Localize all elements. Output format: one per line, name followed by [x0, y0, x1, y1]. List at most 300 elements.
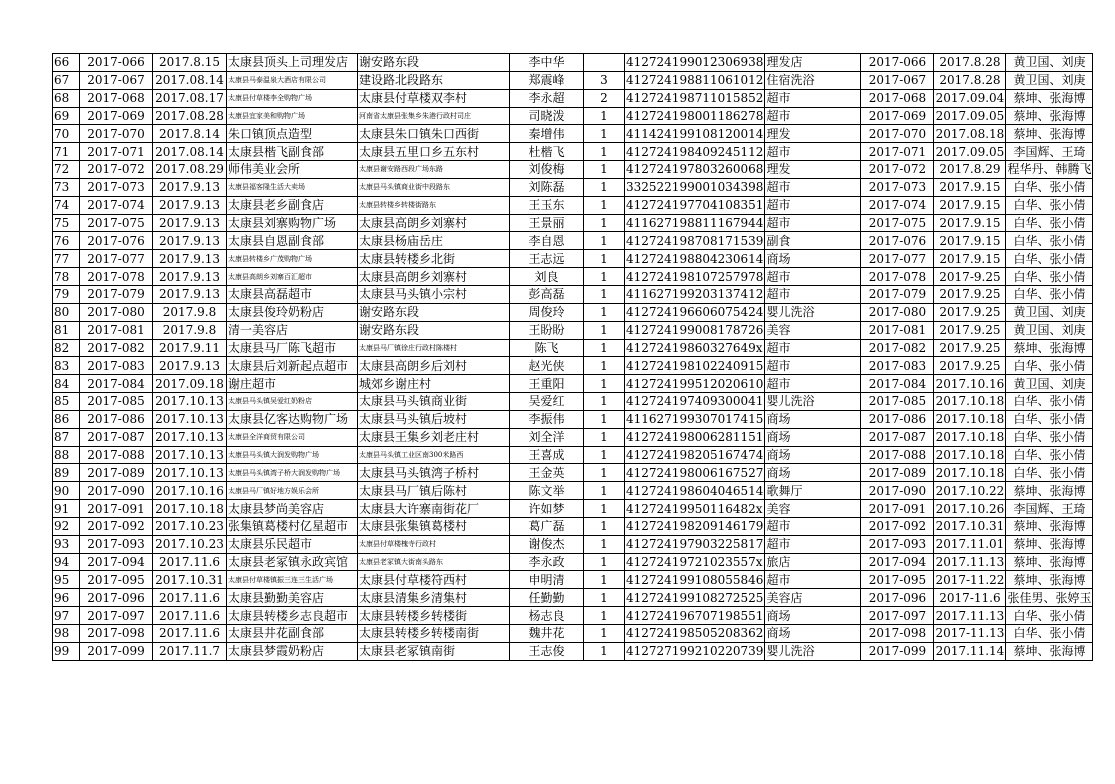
- business-name-cell: 太康县井花副食部: [227, 625, 358, 643]
- owner-name-cell: 司晓泼: [510, 107, 584, 125]
- inspectors-cell: 白华、张小倩: [1006, 250, 1093, 268]
- row-number-cell: 76: [53, 232, 80, 250]
- address-cell: 太康县张集镇葛楼村: [358, 517, 510, 535]
- business-type-cell: 商场: [765, 464, 861, 482]
- count-cell: 1: [584, 571, 625, 589]
- id-number-cell: 412724198001186278: [626, 108, 764, 123]
- count-cell: [584, 54, 625, 72]
- id-number-cell: 412724197704108351: [626, 198, 764, 213]
- owner-name-cell: 任勤勤: [510, 589, 584, 607]
- business-name-cell: 太康县马头镇吴爱红奶粉店: [227, 393, 358, 411]
- business-name-cell: 张集镇葛楼村亿星超市: [227, 517, 358, 535]
- record-number-cell: 2017-097: [861, 607, 934, 625]
- table-row: [53, 161, 1093, 179]
- id-number-cell: 41272419950116482x: [625, 500, 765, 518]
- permit-number-cell: 2017-076: [80, 232, 153, 250]
- id-number-cell: 411627199307017415: [626, 412, 764, 427]
- row-number-cell: 67: [53, 71, 80, 89]
- inspectors-cell: 蔡坤、张海博: [1006, 107, 1093, 125]
- table-row: [53, 89, 1093, 107]
- address-cell: 太康县五里口乡五东村: [358, 143, 510, 161]
- issue-date-cell: 2017.11.7: [153, 642, 227, 660]
- business-name-cell: 太康县马头镇大润发购物广场: [227, 446, 358, 464]
- record-number-cell: 2017-066: [861, 54, 934, 72]
- inspectors-cell: 白华、张小倩: [1006, 446, 1093, 464]
- record-number-cell: 2017-087: [861, 428, 934, 446]
- permit-number-cell: 2017-066: [80, 54, 153, 72]
- inspectors-cell: 程华丹、韩腾飞: [1007, 162, 1092, 177]
- count-cell: 1: [584, 303, 625, 321]
- business-name-cell: 太康县刘寨购物广场: [227, 214, 358, 232]
- permit-number-cell: 2017-077: [80, 250, 153, 268]
- address-cell: 太康县高朗乡后刘村: [358, 357, 510, 375]
- id-number-cell: 412724198505208362: [626, 626, 764, 641]
- inspection-date-cell: 2017.8.28: [934, 54, 1006, 72]
- record-number-cell: 2017-076: [861, 232, 934, 250]
- id-number-cell: 412724198006167527: [626, 465, 764, 480]
- address-cell: 太康县清集乡清集村: [358, 589, 510, 607]
- table-row: [53, 71, 1093, 89]
- permit-number-cell: 2017-083: [80, 357, 153, 375]
- address-cell: 太康县转楼乡转楼街: [358, 607, 510, 625]
- address-cell: 谢安路东段: [358, 303, 510, 321]
- inspectors-cell: 白华、张小倩: [1006, 178, 1093, 196]
- inspection-date-cell: 2017.10.26: [935, 501, 1005, 516]
- permit-number-cell: 2017-096: [80, 589, 153, 607]
- record-number-cell: 2017-075: [861, 214, 934, 232]
- issue-date-cell: 2017.9.11: [153, 339, 227, 357]
- id-number-cell: 412724197409300041: [626, 394, 764, 409]
- permit-number-cell: 2017-074: [80, 196, 153, 214]
- count-cell: 1: [584, 393, 625, 411]
- business-name-cell: 太康县梦霞奶粉店: [227, 642, 358, 660]
- issue-date-cell: 2017.11.6: [153, 589, 227, 607]
- id-number-cell: 412724196606075424: [626, 305, 764, 320]
- table-row: [53, 232, 1093, 250]
- record-number-cell: 2017-084: [861, 375, 934, 393]
- issue-date-cell: 2017.08.29: [153, 161, 227, 179]
- inspection-date-cell: 2017.10.31: [935, 519, 1005, 534]
- issue-date-cell: 2017.10.23: [153, 535, 227, 553]
- issue-date-cell: 2017.08.14: [153, 143, 227, 161]
- business-type-cell: 理发: [765, 125, 861, 143]
- inspectors-cell: 白华、张小倩: [1006, 268, 1093, 286]
- count-cell: 1: [584, 214, 625, 232]
- record-number-cell: 2017-091: [861, 500, 934, 518]
- inspectors-cell: 白华、张小倩: [1006, 196, 1093, 214]
- count-cell: 1: [584, 321, 625, 339]
- record-number-cell: 2017-098: [861, 625, 934, 643]
- business-type-cell: 超市: [765, 268, 861, 286]
- address-cell: 太康县马头镇小宗村: [358, 285, 510, 303]
- count-cell: 1: [584, 285, 625, 303]
- issue-date-cell: 2017.9.8: [153, 303, 227, 321]
- row-number-cell: 87: [53, 428, 80, 446]
- business-type-cell: 超市: [765, 571, 861, 589]
- record-number-cell: 2017-080: [861, 303, 934, 321]
- record-number-cell: 2017-085: [861, 393, 934, 411]
- issue-date-cell: 2017.9.13: [153, 178, 227, 196]
- count-cell: 1: [584, 268, 625, 286]
- count-cell: 1: [584, 589, 625, 607]
- row-number-cell: 94: [53, 553, 80, 571]
- issue-date-cell: 2017.9.13: [153, 285, 227, 303]
- permit-number-cell: 2017-080: [80, 303, 153, 321]
- inspectors-cell: 白华、张小倩: [1006, 410, 1093, 428]
- permit-number-cell: 2017-082: [80, 339, 153, 357]
- record-number-cell: 2017-073: [861, 178, 934, 196]
- table-row: [53, 214, 1093, 232]
- address-cell: 太康县马头镇工业区南300米路西: [358, 446, 510, 464]
- id-number-cell: 412724197903225817: [626, 537, 764, 552]
- inspection-date-cell: 2017.10.22: [935, 483, 1005, 498]
- business-name-cell: 清一美容店: [227, 321, 358, 339]
- row-number-cell: 84: [53, 375, 80, 393]
- record-number-cell: 2017-088: [861, 446, 934, 464]
- record-number-cell: 2017-096: [861, 589, 934, 607]
- business-type-cell: 理发店: [765, 54, 861, 72]
- owner-name-cell: 魏井花: [510, 625, 584, 643]
- business-name-cell: 太康县老乡副食店: [227, 196, 358, 214]
- count-cell: 1: [584, 357, 625, 375]
- row-number-cell: 89: [53, 464, 80, 482]
- record-number-cell: 2017-069: [861, 107, 934, 125]
- row-number-cell: 79: [53, 285, 80, 303]
- table-row: [53, 357, 1093, 375]
- count-cell: 1: [584, 143, 625, 161]
- count-cell: 1: [584, 250, 625, 268]
- business-type-cell: 副食: [765, 232, 861, 250]
- issue-date-cell: 2017.8.15: [153, 54, 227, 72]
- permit-number-cell: 2017-079: [80, 285, 153, 303]
- inspection-date-cell: 2017.9.25: [934, 303, 1006, 321]
- issue-date-cell: 2017.9.8: [153, 321, 227, 339]
- permit-number-cell: 2017-067: [80, 71, 153, 89]
- inspectors-cell: 蔡坤、张海博: [1006, 517, 1093, 535]
- table-row: [53, 285, 1093, 303]
- id-number-cell: 411627198811167944: [626, 216, 764, 231]
- row-number-cell: 72: [53, 161, 80, 179]
- inspectors-cell: 白华、张小倩: [1006, 625, 1093, 643]
- id-number-cell: 412724198804230614: [626, 251, 764, 266]
- row-number-cell: 74: [53, 196, 80, 214]
- business-name-cell: 太康县马厂镇好地方娱乐会所: [227, 482, 358, 500]
- address-cell: 太康县转楼乡北街: [358, 250, 510, 268]
- issue-date-cell: 2017.10.13: [153, 464, 227, 482]
- permit-number-cell: 2017-095: [80, 571, 153, 589]
- inspection-date-cell: 2017.9.25: [934, 285, 1006, 303]
- inspection-date-cell: 2017.10.18: [935, 430, 1005, 445]
- business-name-cell: 太康县高朗乡刘寨百汇超市: [227, 268, 358, 286]
- table-row: [53, 517, 1093, 535]
- inspectors-cell: 白华、张小倩: [1006, 214, 1093, 232]
- row-number-cell: 85: [53, 393, 80, 411]
- business-type-cell: 超市: [765, 517, 861, 535]
- table-row: [53, 607, 1093, 625]
- count-cell: 1: [584, 161, 625, 179]
- business-type-cell: 超市: [765, 339, 861, 357]
- inspection-date-cell: 2017.11.14: [935, 644, 1005, 659]
- row-number-cell: 81: [53, 321, 80, 339]
- inspection-date-cell: 2017-9.25: [934, 268, 1006, 286]
- table-row: [53, 107, 1093, 125]
- issue-date-cell: 2017.10.13: [153, 393, 227, 411]
- row-number-cell: 88: [53, 446, 80, 464]
- issue-date-cell: 2017.9.13: [153, 250, 227, 268]
- issue-date-cell: 2017.11.6: [153, 625, 227, 643]
- record-number-cell: 2017-089: [861, 464, 934, 482]
- record-number-cell: 2017-078: [861, 268, 934, 286]
- permit-number-cell: 2017-068: [80, 89, 153, 107]
- row-number-cell: 91: [53, 500, 80, 518]
- id-number-cell: 412724198006281151: [626, 430, 764, 445]
- inspectors-cell: 蔡坤、张海博: [1006, 642, 1093, 660]
- id-number-cell: 412724198409245112: [626, 144, 764, 159]
- business-type-cell: 商场: [765, 410, 861, 428]
- row-number-cell: 66: [53, 54, 80, 72]
- issue-date-cell: 2017.10.31: [153, 571, 227, 589]
- id-number-cell: 412724199108272525: [626, 590, 764, 605]
- business-name-cell: 师伟美业会所: [227, 161, 358, 179]
- business-name-cell: 太康县付草楼李全购物广场: [227, 89, 358, 107]
- owner-name-cell: 刘陈磊: [510, 178, 584, 196]
- record-number-cell: 2017-070: [861, 125, 934, 143]
- owner-name-cell: 李永政: [510, 553, 584, 571]
- permit-number-cell: 2017-089: [80, 464, 153, 482]
- issue-date-cell: 2017.9.13: [153, 357, 227, 375]
- id-number-cell: 412724198102240915: [626, 358, 764, 373]
- row-number-cell: 97: [53, 607, 80, 625]
- issue-date-cell: 2017.9.13: [153, 268, 227, 286]
- address-cell: 太康县王集乡刘老庄村: [358, 428, 510, 446]
- inspectors-cell: 蔡坤、张海博: [1006, 125, 1093, 143]
- issue-date-cell: 2017.10.18: [153, 500, 227, 518]
- inspection-date-cell: 2017.9.15: [934, 250, 1006, 268]
- business-name-cell: 太康县全洋商贸有限公司: [227, 428, 358, 446]
- record-number-cell: 2017-082: [861, 339, 934, 357]
- business-type-cell: 超市: [765, 178, 861, 196]
- id-number-cell: 412724198711015852: [626, 91, 764, 106]
- business-name-cell: 太康县自恩副食部: [227, 232, 358, 250]
- business-type-cell: 住宿洗浴: [765, 71, 861, 89]
- inspectors-cell: 李国辉、王琦: [1006, 143, 1093, 161]
- row-number-cell: 83: [53, 357, 80, 375]
- id-number-cell: 332522199001034398: [626, 180, 764, 195]
- owner-name-cell: 许如梦: [510, 500, 584, 518]
- id-number-cell: 412724199108055846: [626, 572, 764, 587]
- business-name-cell: 太康县老冢镇永政宾馆: [227, 553, 358, 571]
- record-number-cell: 2017-093: [861, 535, 934, 553]
- table-row: [53, 642, 1093, 660]
- table-row: [53, 625, 1093, 643]
- business-type-cell: 商场: [765, 428, 861, 446]
- inspectors-cell: 白华、张小倩: [1006, 464, 1093, 482]
- record-number-cell: 2017-077: [861, 250, 934, 268]
- count-cell: 1: [584, 375, 625, 393]
- owner-name-cell: 申明清: [510, 571, 584, 589]
- business-type-cell: 歌舞厅: [765, 482, 861, 500]
- owner-name-cell: 王盼盼: [510, 321, 584, 339]
- inspectors-cell: 黄卫国、刘庚: [1006, 303, 1093, 321]
- business-name-cell: 太康县后刘新起点超市: [227, 357, 358, 375]
- issue-date-cell: 2017.10.13: [153, 446, 227, 464]
- business-type-cell: 超市: [765, 107, 861, 125]
- count-cell: 1: [584, 553, 625, 571]
- inspection-date-cell: 2017.11.13: [935, 608, 1005, 623]
- address-cell: 太康县付草楼槐寺行政村: [358, 535, 510, 553]
- count-cell: 1: [584, 500, 625, 518]
- inspectors-cell: 黄卫国、刘庚: [1006, 375, 1093, 393]
- id-number-cell: 412724198209146179: [626, 519, 764, 534]
- record-number-cell: 2017-067: [861, 71, 934, 89]
- address-cell: 太康县老冢镇南街: [358, 642, 510, 660]
- record-number-cell: 2017-072: [861, 161, 934, 179]
- records-table: [52, 53, 1093, 661]
- row-number-cell: 77: [53, 250, 80, 268]
- permit-number-cell: 2017-093: [80, 535, 153, 553]
- inspectors-cell: 白华、张小倩: [1006, 428, 1093, 446]
- inspection-date-cell: 2017.10.18: [935, 394, 1005, 409]
- row-number-cell: 82: [53, 339, 80, 357]
- table-row: [53, 375, 1093, 393]
- permit-number-cell: 2017-098: [80, 625, 153, 643]
- count-cell: 1: [584, 125, 625, 143]
- address-cell: 太康县高朗乡刘寨村: [358, 268, 510, 286]
- inspectors-cell: 白华、张小倩: [1006, 285, 1093, 303]
- count-cell: 1: [584, 232, 625, 250]
- business-type-cell: 商场: [765, 607, 861, 625]
- inspectors-cell: 白华、张小倩: [1006, 607, 1093, 625]
- business-type-cell: 婴儿洗浴: [765, 642, 861, 660]
- permit-number-cell: 2017-078: [80, 268, 153, 286]
- owner-name-cell: 陈文举: [510, 482, 584, 500]
- count-cell: 1: [584, 642, 625, 660]
- id-number-cell: 412724199008178726: [626, 323, 764, 338]
- owner-name-cell: 李振伟: [510, 410, 584, 428]
- issue-date-cell: 2017.9.13: [153, 214, 227, 232]
- address-cell: 太康县谢安路西段广场东路: [358, 161, 510, 179]
- business-name-cell: 太康县宜家美和购物广场: [227, 107, 358, 125]
- inspection-date-cell: 2017.08.18: [935, 126, 1005, 141]
- address-cell: 谢安路东段: [358, 321, 510, 339]
- inspection-date-cell: 2017.09.04: [935, 91, 1005, 106]
- address-cell: 谢安路东段: [358, 54, 510, 72]
- address-cell: 太康县转楼乡转楼街路东: [358, 196, 510, 214]
- inspectors-cell: 黄卫国、刘庚: [1006, 321, 1093, 339]
- inspection-date-cell: 2017.09.05: [935, 108, 1005, 123]
- owner-name-cell: 葛广磊: [510, 517, 584, 535]
- row-number-cell: 78: [53, 268, 80, 286]
- id-number-cell: 412724199512020610: [626, 376, 764, 391]
- inspection-date-cell: 2017.09.05: [935, 144, 1005, 159]
- owner-name-cell: 陈飞: [510, 339, 584, 357]
- permit-number-cell: 2017-084: [80, 375, 153, 393]
- business-name-cell: 太康县转楼乡广茂购物广场: [227, 250, 358, 268]
- issue-date-cell: 2017.08.28: [153, 107, 227, 125]
- address-cell: 太康县付草楼双李村: [358, 89, 510, 107]
- id-number-cell: 411424199108120014: [626, 126, 764, 141]
- table-row: [53, 589, 1093, 607]
- business-name-cell: 朱口镇顶点造型: [227, 125, 358, 143]
- business-type-cell: 美容: [765, 321, 861, 339]
- permit-number-cell: 2017-094: [80, 553, 153, 571]
- id-number-cell: 412724198811061012: [626, 73, 764, 88]
- owner-name-cell: 杨志良: [510, 607, 584, 625]
- owner-name-cell: 吴爱红: [510, 393, 584, 411]
- inspection-date-cell: 2017.9.25: [934, 321, 1006, 339]
- table-row: [53, 464, 1093, 482]
- permit-number-cell: 2017-075: [80, 214, 153, 232]
- address-cell: 太康县马头镇商业街: [358, 393, 510, 411]
- count-cell: 1: [584, 517, 625, 535]
- business-name-cell: 太康县高磊超市: [227, 285, 358, 303]
- business-name-cell: 太康县楷飞副食部: [227, 143, 358, 161]
- business-type-cell: 超市: [765, 214, 861, 232]
- count-cell: 1: [584, 196, 625, 214]
- record-number-cell: 2017-099: [861, 642, 934, 660]
- business-type-cell: 超市: [765, 285, 861, 303]
- id-number-cell: 41272419721023557x: [625, 553, 765, 571]
- inspectors-cell: 蔡坤、张海博: [1006, 571, 1093, 589]
- permit-number-cell: 2017-099: [80, 642, 153, 660]
- count-cell: 2: [584, 89, 625, 107]
- inspectors-cell: 蔡坤、张海博: [1006, 339, 1093, 357]
- id-number-cell: 412727199210220739: [626, 644, 764, 659]
- table-row: [53, 196, 1093, 214]
- inspectors-cell: 蔡坤、张海博: [1006, 553, 1093, 571]
- table-row: [53, 143, 1093, 161]
- business-name-cell: 太康县马头镇湾子桥大润发购物广场: [227, 464, 358, 482]
- id-number-cell: 412724198708171539: [626, 233, 764, 248]
- row-number-cell: 98: [53, 625, 80, 643]
- inspection-date-cell: 2017.9.25: [934, 357, 1006, 375]
- row-number-cell: 68: [53, 89, 80, 107]
- row-number-cell: 69: [53, 107, 80, 125]
- table-row: [53, 500, 1093, 518]
- issue-date-cell: 2017.10.16: [153, 482, 227, 500]
- count-cell: 1: [584, 107, 625, 125]
- owner-name-cell: 彭高磊: [510, 285, 584, 303]
- business-name-cell: 太康县福客隆生活大卖场: [227, 178, 358, 196]
- business-name-cell: 太康县马泰温泉大酒店有限公司: [227, 71, 358, 89]
- inspection-date-cell: 2017-11.6: [934, 589, 1006, 607]
- business-name-cell: 太康县勤勤美容店: [227, 589, 358, 607]
- inspection-date-cell: 2017.11.01: [935, 537, 1005, 552]
- count-cell: 1: [584, 464, 625, 482]
- owner-name-cell: 谢俊杰: [510, 535, 584, 553]
- owner-name-cell: 王金英: [510, 464, 584, 482]
- permit-number-cell: 2017-090: [80, 482, 153, 500]
- inspectors-cell: 白华、张小倩: [1006, 232, 1093, 250]
- count-cell: 1: [584, 535, 625, 553]
- row-number-cell: 92: [53, 517, 80, 535]
- id-number-cell: 411627199203137412: [626, 287, 764, 302]
- record-number-cell: 2017-092: [861, 517, 934, 535]
- row-number-cell: 99: [53, 642, 80, 660]
- permit-number-cell: 2017-073: [80, 178, 153, 196]
- count-cell: 1: [584, 428, 625, 446]
- inspection-date-cell: 2017.10.18: [935, 447, 1005, 462]
- table-row: [53, 571, 1093, 589]
- id-number-cell: 412724198205167474: [626, 447, 764, 462]
- permit-number-cell: 2017-072: [80, 161, 153, 179]
- inspection-date-cell: 2017.9.25: [934, 339, 1006, 357]
- record-number-cell: 2017-083: [861, 357, 934, 375]
- business-type-cell: 超市: [765, 89, 861, 107]
- table-row: [53, 428, 1093, 446]
- table-row: [53, 303, 1093, 321]
- table-row: [53, 339, 1093, 357]
